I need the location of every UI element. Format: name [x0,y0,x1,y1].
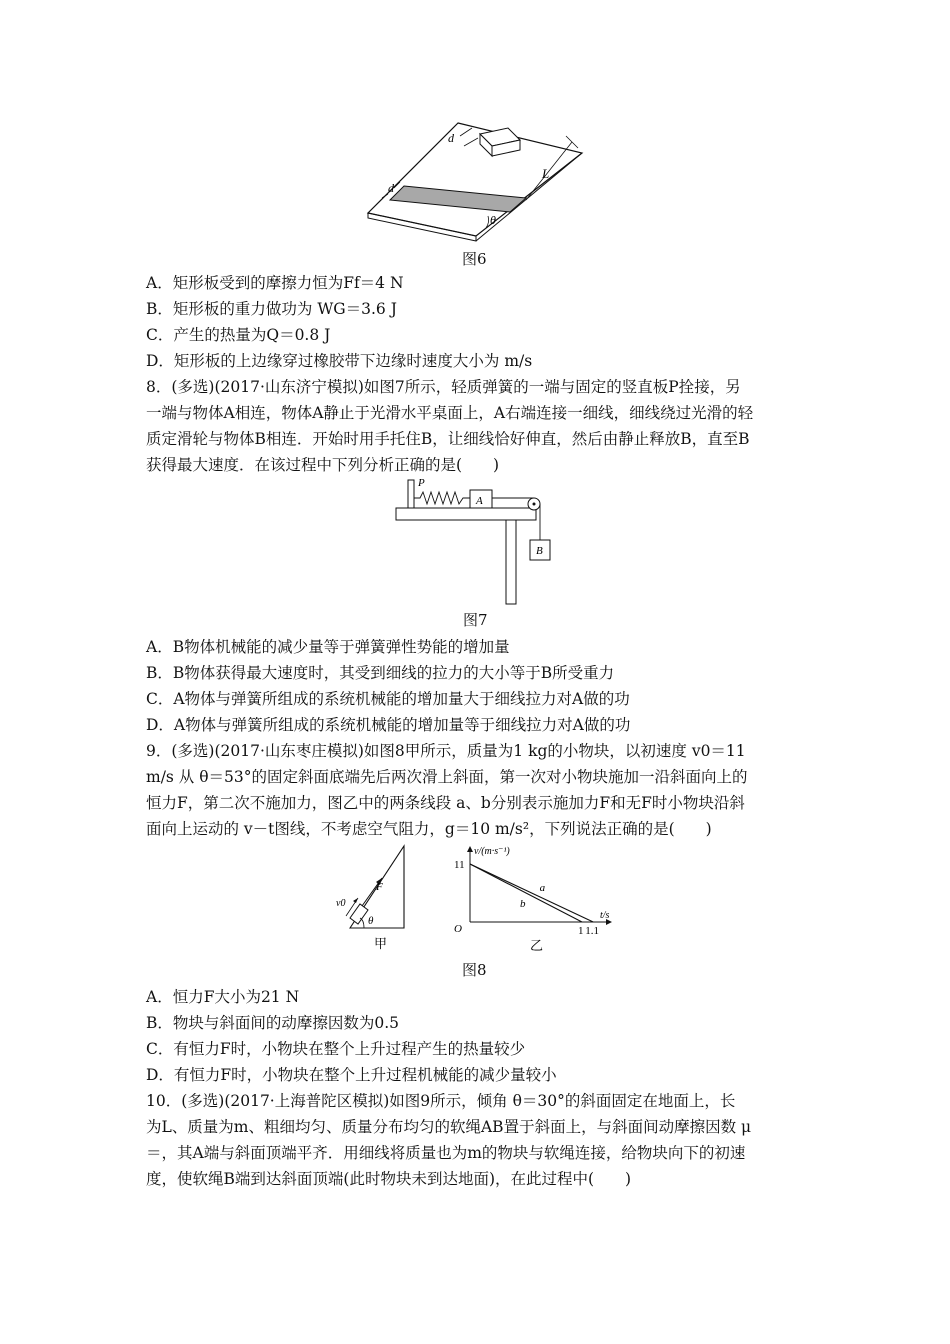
figure-6-incline [360,118,590,248]
q8-stem-line-4: 获得最大速度．在该过程中下列分析正确的是( ) [146,456,500,474]
q7-option-a: A．矩形板受到的摩擦力恒为Ff＝4 N [146,274,404,292]
q7-option-b: B．矩形板的重力做功为 WG＝3.6 J [146,300,397,318]
fig8-jia-theta: θ [368,915,374,927]
q8-stem-line-2: 一端与物体A相连，物体A静止于光滑水平桌面上，A右端连接一细线，细线绕过光滑的轻 [146,404,754,422]
vt-x-tick-1: 1 [578,925,584,937]
fig6-d-left: d [388,181,394,195]
q8-option-b: B．B物体获得最大速度时，其受到细线的拉力的大小等于B所受重力 [146,664,615,682]
q9-option-c: C．有恒力F时，小物块在整个上升过程产生的热量较少 [146,1040,526,1058]
q8-stem-line-3: 质定滑轮与物体B相连．开始时用手托住B，让细线恰好伸直，然后由静止释放B，直至B [146,430,750,448]
vt-series-a [470,864,593,922]
q9-stem-line-1: 9．(多选)(2017·山东枣庄模拟)如图8甲所示，质量为1 kg的小物块，以初速度 v0＝11 [146,742,746,760]
q9-option-a: A．恒力F大小为21 N [146,988,300,1006]
q8-option-d: D．A物体与弹簧所组成的系统机械能的增加量等于细线拉力对A做的功 [146,716,631,734]
q8-stem-line-1: 8．(多选)(2017·山东济宁模拟)如图7所示，轻质弹簧的一端与固定的竖直板P拴接，另 [146,378,741,396]
fig6-d-top: d [448,131,454,145]
fig6-caption: 图6 [462,250,487,268]
vt-series-b-label: b [520,898,526,910]
q8-option-a: A．B物体机械能的减少量等于弹簧弹性势能的增加量 [146,638,510,656]
vt-origin: O [454,923,462,935]
vt-x-tick-1-1: 1.1 [585,925,599,937]
q10-stem-line-1: 10．(多选)(2017·上海普陀区模拟)如图9所示，倾角 θ＝30°的斜面固定在地面上，长 [146,1092,736,1110]
fig6-theta: θ [490,213,496,227]
q10-stem-line-4: 度，使软绳B端到达斜面顶端(此时物块未到达地面)，在此过程中( ) [146,1170,632,1188]
vt-x-label: t/s [600,910,610,921]
fig6-L: L [542,166,550,181]
fig8-jia-v0: v0 [336,898,346,909]
figure-8-jia-incline [334,842,424,954]
q9-option-b: B．物块与斜面间的动摩擦因数为0.5 [146,1014,400,1032]
q9-stem-line-4: 面向上运动的 v－t图线，不考虑空气阻力，g＝10 m/s²，下列说法正确的是( ) [146,820,712,838]
fig8-jia-label: 甲 [374,936,388,951]
figure-7-spring-pulley [394,474,560,608]
fig8-yi-label: 乙 [530,938,544,953]
q10-stem-line-3: ＝，其A端与斜面顶端平齐．用细线将质量也为m的物块与软绳连接，给物块向下的初速 [146,1144,746,1162]
q8-option-c: C．A物体与弹簧所组成的系统机械能的增加量大于细线拉力对A做的功 [146,690,630,708]
q9-stem-line-2: m/s 从 θ＝53°的固定斜面底端先后两次滑上斜面，第一次对小物块施加一沿斜面向上的 [146,768,748,786]
q9-stem-line-3: 恒力F，第二次不施加力，图乙中的两条线段 a、b分别表示施加力F和无F时小物块沿斜 [146,794,745,812]
vt-series-b [470,864,582,922]
fig8-jia-f: F [376,881,383,893]
q7-option-d: D．矩形板的上边缘穿过橡胶带下边缘时速度大小为 m/s [146,352,533,370]
vt-y-tick-11: 11 [454,859,465,871]
fig7-label-a: A [476,495,483,507]
fig7-label-b: B [536,545,543,557]
vt-y-label: v/(m·s⁻¹) [474,846,510,857]
fig7-label-p: P [418,477,425,489]
vt-series-a-label: a [539,882,546,894]
q7-option-c: C．产生的热量为Q＝0.8 J [146,326,331,344]
figure-8-yi-vt-chart [448,842,628,954]
q9-option-d: D．有恒力F时，小物块在整个上升过程机械能的减少量较小 [146,1066,557,1084]
fig7-caption: 图7 [463,611,488,629]
fig8-caption: 图8 [462,961,487,979]
q10-stem-line-2: 为L、质量为m、粗细均匀、质量分布均匀的软绳AB置于斜面上，与斜面间动摩擦因数 μ [146,1118,752,1136]
